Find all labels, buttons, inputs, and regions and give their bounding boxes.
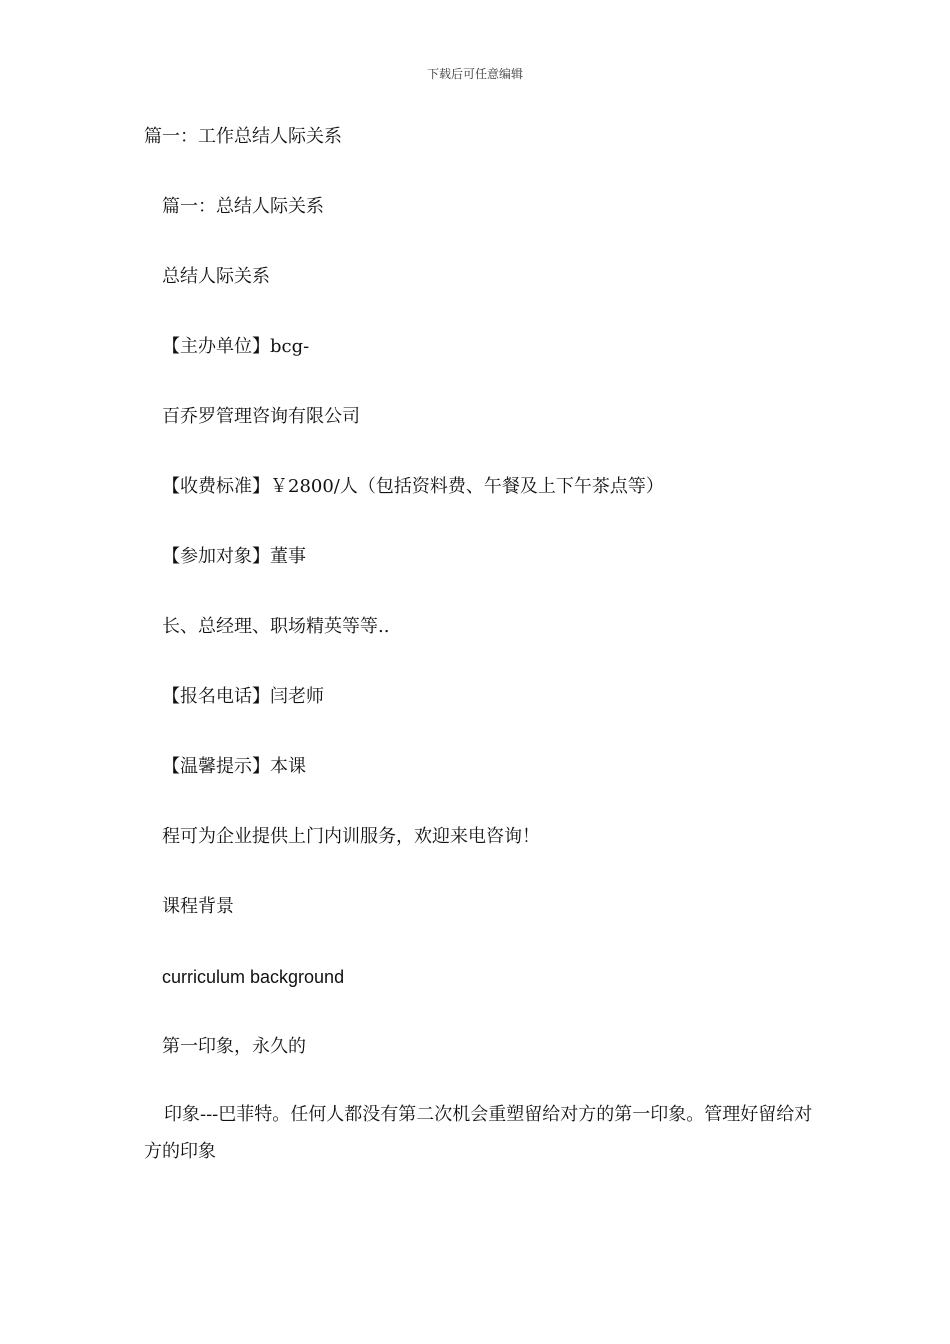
text-line-impression: 第一印象，永久的 [162, 1036, 306, 1057]
text-line-audience-cont: 长、总经理、职场精英等等.. [162, 616, 390, 637]
text-line-fee: 【收费标准】￥2800/人（包括资料费、午餐及上下午茶点等） [162, 476, 664, 497]
section-title: 篇一：工作总结人际关系 [144, 126, 342, 147]
text-line-audience: 【参加对象】董事 [162, 546, 306, 567]
text-line-background-en: curriculum background [162, 967, 345, 987]
body-paragraph: 印象---巴菲特。任何人都没有第二次机会重塑留给对方的第一印象。管理好留给对方的印象 [144, 1104, 813, 1162]
subsection-title: 篇一：总结人际关系 [162, 196, 324, 217]
text-line: 总结人际关系 [162, 266, 270, 287]
text-line-tip: 【温馨提示】本课 [162, 756, 306, 777]
text-line-company: 百乔罗管理咨询有限公司 [162, 406, 360, 427]
text-line-background-cn: 课程背景 [162, 896, 234, 917]
text-line-organizer: 【主办单位】bcg- [162, 336, 310, 357]
text-line-tip-cont: 程可为企业提供上门内训服务，欢迎来电咨询！ [162, 826, 540, 847]
text-line-phone: 【报名电话】闫老师 [162, 686, 324, 707]
page-header: 下载后可任意编辑 [426, 67, 523, 81]
